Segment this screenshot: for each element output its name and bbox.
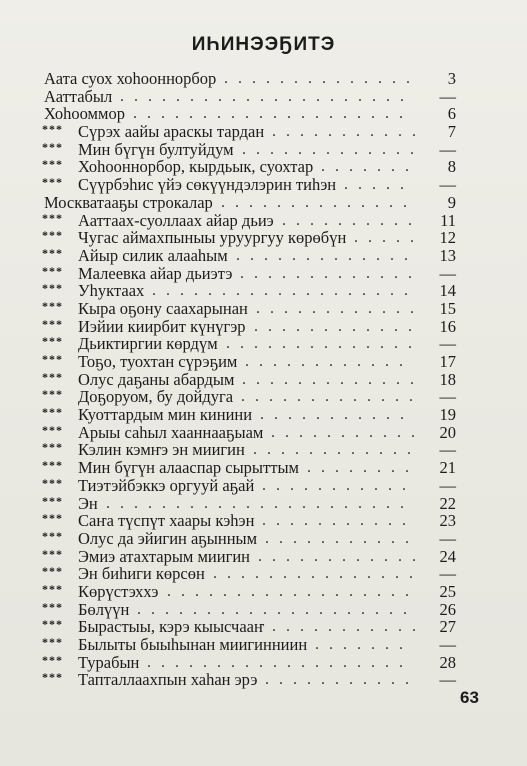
- toc-entry-page: 6: [447, 104, 456, 124]
- toc-entry-page: 9: [447, 192, 456, 212]
- toc-entry: [44, 477, 456, 495]
- toc-entry-page: —: [439, 635, 456, 654]
- toc-entry-title: Олус даҕаны абардым: [78, 369, 235, 389]
- toc-entry-page: 18: [439, 369, 456, 389]
- dot-leader: ...........: [262, 476, 416, 494]
- toc-entry-title: Олус да эйигин аҕынным: [78, 528, 258, 548]
- toc-entry-title: Турабын: [78, 652, 140, 672]
- dot-leader: ...........: [262, 512, 416, 530]
- toc-entry: [44, 565, 456, 583]
- toc-entry-title: Иэйии киирбит күнүгэр: [78, 316, 246, 336]
- asterism-marker: ***: [42, 405, 63, 420]
- toc-entry-title: Айыр силик алааһым: [78, 245, 228, 265]
- asterism-marker: ***: [42, 369, 63, 384]
- dot-leader: .......: [315, 636, 413, 653]
- asterism-marker: ***: [42, 387, 63, 402]
- toc-entry: [44, 654, 456, 672]
- toc-entry: [44, 229, 456, 247]
- dot-leader: ..............: [224, 70, 420, 87]
- asterism-marker: ***: [42, 139, 63, 154]
- toc-entry-page: 22: [439, 493, 456, 513]
- toc-entry: [44, 636, 456, 654]
- toc-entry: [44, 105, 456, 123]
- asterism-marker: ***: [42, 546, 63, 561]
- asterism-marker: ***: [42, 440, 63, 455]
- toc-entry: [44, 335, 456, 353]
- asterism-marker: ***: [42, 599, 63, 614]
- toc-entry-page: —: [439, 139, 456, 159]
- dot-leader: ...........: [260, 406, 414, 424]
- dot-leader: ..............: [221, 193, 417, 211]
- toc-entry-title: Саҥа түспүт хаары кэһэн: [78, 511, 255, 531]
- toc-entry-title: Уһуктаах: [78, 281, 145, 301]
- dot-leader: .............: [236, 246, 418, 264]
- toc-entry-title: Былыты быыһынан миигинниин: [78, 635, 308, 654]
- dot-leader: ............: [245, 353, 413, 370]
- toc-entry-title: Сүүрбэһис үйэ сөкүүндэлэрин тиһэн: [78, 175, 337, 195]
- toc-entry: [44, 265, 456, 283]
- toc-entry: [44, 424, 456, 442]
- asterism-marker: ***: [42, 511, 63, 526]
- toc-entry: [44, 194, 456, 212]
- asterism-marker: ***: [42, 281, 63, 296]
- toc-entry: [44, 530, 456, 548]
- toc-entry-page: 21: [439, 458, 456, 478]
- toc-entry-title: Аата суох хоһооннорбор: [44, 69, 217, 88]
- toc-entry-title: Тоҕо, туохтан сүрэҕим: [78, 352, 238, 371]
- dot-leader: .....: [354, 229, 424, 247]
- toc-entry-page: —: [439, 475, 456, 495]
- toc-entry-page: 11: [440, 210, 456, 230]
- toc-entry-page: —: [439, 528, 456, 548]
- toc-entry: [44, 318, 456, 336]
- asterism-marker: ***: [42, 581, 63, 596]
- toc-entry-page: —: [439, 263, 456, 283]
- dot-leader: ...........: [272, 123, 426, 141]
- asterism-marker: ***: [42, 334, 63, 349]
- dot-leader: ...............: [213, 565, 423, 583]
- toc-entry: [44, 441, 456, 459]
- asterism-marker: ***: [42, 263, 63, 278]
- asterism-marker: ***: [42, 458, 63, 473]
- toc-entry-page: 12: [439, 228, 456, 248]
- toc-entry-page: 23: [439, 511, 456, 531]
- toc-entry-title: Хоһооннорбор, кырдьык, суохтар: [78, 157, 314, 177]
- dot-leader: .............: [241, 388, 423, 406]
- asterism-marker: ***: [42, 245, 63, 260]
- toc-entry-page: 14: [439, 281, 456, 301]
- toc-entry-title: Арыы саһыл хааннааҕыам: [78, 422, 264, 442]
- toc-entry-title: Дьиктиргии көрдүм: [78, 334, 218, 354]
- toc-entry-title: Бырастыы, кэрэ кыысчааҥ: [78, 617, 265, 637]
- toc-entry-title: Тапталлаахпын хаһан эрэ: [78, 670, 258, 690]
- toc-entry-title: Эн: [78, 493, 98, 513]
- toc-entry: [44, 300, 456, 318]
- toc-entry: [44, 671, 456, 689]
- toc-entry-page: 17: [439, 352, 456, 371]
- toc-entry: [44, 88, 456, 106]
- dot-leader: ..................: [167, 582, 419, 600]
- toc-entry: [44, 618, 456, 636]
- toc-entry-title: Эн биһиги көрсөн: [78, 564, 205, 584]
- toc-entry-page: 25: [439, 581, 456, 601]
- toc-entry-page: 3: [447, 69, 456, 88]
- dot-leader: ......................: [106, 494, 414, 512]
- dot-leader: ............: [256, 299, 424, 317]
- toc-entry: [44, 371, 456, 389]
- dot-leader: ........: [307, 459, 419, 477]
- toc-entry-page: 24: [439, 546, 456, 566]
- asterism-marker: ***: [42, 564, 63, 579]
- toc-entry-title: Москватааҕы строкалар: [44, 192, 213, 212]
- asterism-marker: ***: [42, 122, 63, 137]
- toc-entry: [44, 601, 456, 619]
- toc-entry-title: Мин бүгүн бултуйдум: [78, 139, 234, 159]
- toc-entry-page: 20: [439, 422, 456, 442]
- dot-leader: ............: [253, 441, 421, 459]
- dot-leader: ............: [254, 317, 422, 335]
- toc-entry: [44, 158, 456, 176]
- toc-entry-title: Чугас аймахпыныы уруургуу көрөбүн: [78, 228, 347, 248]
- asterism-marker: ***: [42, 670, 63, 685]
- dot-leader: ...................: [147, 653, 413, 671]
- toc-entry-page: 19: [439, 405, 456, 425]
- toc-entry-title: Ааттаах-суоллаах айар дьиэ: [78, 210, 274, 230]
- page-number: 63: [460, 688, 479, 707]
- toc-entry-title: Эмиэ атахтарым миигин: [78, 546, 251, 566]
- toc-entry-page: —: [439, 334, 456, 354]
- toc-entry: [44, 495, 456, 513]
- toc-entry-title: Малеевка айар дьиэтэ: [78, 263, 233, 283]
- toc-entry-page: 13: [439, 245, 456, 265]
- dot-leader: ....................: [137, 600, 417, 618]
- toc-entry: [44, 388, 456, 406]
- dot-leader: ...........: [265, 671, 419, 689]
- dot-leader: ....................: [133, 105, 413, 123]
- toc-entry-title: Бөлүүн: [78, 599, 130, 619]
- dot-leader: ...................: [152, 282, 418, 300]
- toc-entry: [44, 212, 456, 230]
- toc-entry: [44, 406, 456, 424]
- toc-entry-page: —: [439, 440, 456, 460]
- toc-entry-title: Сүрэх аайы араскы тардан: [78, 122, 265, 142]
- toc-entry-page: 15: [439, 298, 456, 318]
- dot-leader: .............: [242, 370, 424, 388]
- asterism-marker: ***: [42, 528, 63, 543]
- asterism-marker: ***: [42, 175, 63, 190]
- toc-entry-title: Кыра оҕону саахарынан: [78, 298, 248, 318]
- toc-entry-title: Куоттардым мин кинини: [78, 405, 253, 425]
- toc-entry: [44, 583, 456, 601]
- dot-leader: ............: [258, 547, 426, 565]
- toc-entry-page: —: [439, 175, 456, 195]
- toc-entry: [44, 123, 456, 141]
- toc-entry-title: Мин бүгүн алааспар сырыттым: [78, 458, 299, 478]
- toc-entry: [44, 512, 456, 530]
- toc-entry-page: —: [439, 86, 456, 106]
- toc-entry-page: 7: [447, 122, 456, 142]
- asterism-marker: ***: [42, 617, 63, 632]
- toc-entry: [44, 282, 456, 300]
- dot-leader: ..............: [226, 335, 422, 353]
- dot-leader: ...........: [265, 529, 419, 547]
- toc-entry-page: 8: [447, 157, 456, 177]
- asterism-marker: ***: [42, 157, 63, 172]
- asterism-marker: ***: [42, 652, 63, 667]
- asterism-marker: ***: [42, 228, 63, 243]
- asterism-marker: ***: [42, 422, 63, 437]
- toc-entry-page: —: [439, 387, 456, 407]
- dot-leader: .............: [240, 264, 422, 282]
- table-of-contents: [44, 70, 456, 689]
- toc-entry-page: —: [439, 564, 456, 584]
- asterism-marker: ***: [42, 210, 63, 225]
- toc-entry-page: 28: [439, 652, 456, 672]
- dot-leader: ...........: [272, 618, 426, 636]
- toc-entry: [44, 353, 456, 371]
- asterism-marker: ***: [42, 493, 63, 508]
- toc-entry: [44, 247, 456, 265]
- toc-entry: [44, 176, 456, 194]
- toc-entry: [44, 548, 456, 566]
- toc-entry-page: 27: [439, 617, 456, 637]
- page-title: ИҺИНЭЭҔИТЭ: [191, 34, 336, 55]
- dot-leader: .......: [321, 158, 419, 176]
- dot-leader: ...........: [271, 423, 425, 441]
- toc-entry: [44, 141, 456, 159]
- asterism-marker: ***: [42, 475, 63, 490]
- toc-entry-page: —: [439, 670, 456, 690]
- toc-entry-title: Хоһооммор: [44, 104, 125, 124]
- asterism-marker: ***: [42, 298, 63, 313]
- toc-entry: [44, 70, 456, 88]
- toc-entry: [44, 459, 456, 477]
- toc-entry-page: 16: [439, 316, 456, 336]
- toc-entry-title: Кэлин кэмҥэ эн миигин: [78, 440, 245, 460]
- dot-leader: .............: [242, 140, 424, 158]
- toc-entry-title: Көрүстэххэ: [78, 581, 159, 601]
- toc-entry-title: Ааттабыл: [44, 86, 113, 106]
- toc-entry-title: Тиэтэйбэккэ оргууй аҕай: [78, 475, 255, 495]
- asterism-marker: ***: [42, 316, 63, 331]
- toc-entry-title: Доҕоруом, бу дойдуга: [78, 387, 234, 407]
- asterism-marker: ***: [42, 352, 63, 366]
- dot-leader: .....: [344, 176, 414, 194]
- dot-leader: ..........: [282, 211, 422, 229]
- asterism-marker: ***: [42, 635, 63, 649]
- dot-leader: .....................: [120, 87, 414, 105]
- toc-entry-page: 26: [439, 599, 456, 619]
